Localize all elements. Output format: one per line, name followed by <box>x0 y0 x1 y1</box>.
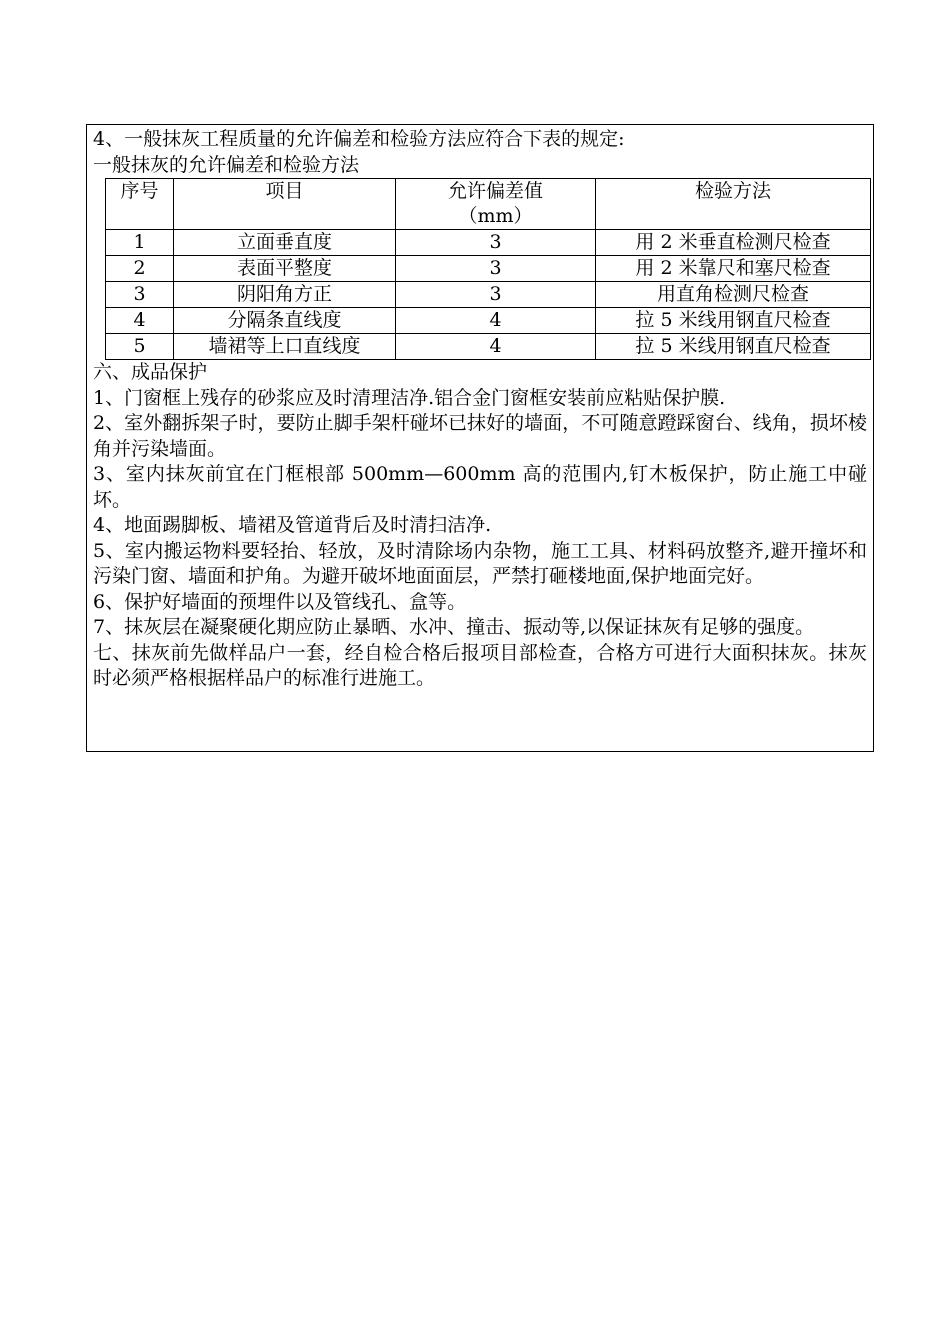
table-row <box>106 334 871 360</box>
cell-no: 5 <box>106 334 174 360</box>
table-row <box>106 230 871 256</box>
section-six-title: 六、成品保护 <box>93 361 208 383</box>
protection-item: 5、室内搬运物料要轻抬、轻放，及时清除场内杂物，施工工具、材料码放整齐,避开撞坏和污染门窗、墙面和护角。为避开破坏地面面层，严禁打砸楼地面,保护地面完好。 <box>93 539 867 587</box>
header-value-line2: （mm） <box>458 205 533 227</box>
cell-value: 4 <box>396 308 596 334</box>
header-method: 检验方法 <box>596 179 871 230</box>
protection-item: 3、室内抹灰前宜在门框根部 500mm—600mm 高的范围内,钉木板保护，防止施工中碰坏。 <box>93 463 867 511</box>
cell-no: 4 <box>106 308 174 334</box>
cell-no: 2 <box>106 256 174 282</box>
cell-item: 墙裙等上口直线度 <box>174 334 396 360</box>
cell-value: 4 <box>396 334 596 360</box>
protection-item: 1、门窗框上残存的砂浆应及时清理洁净.铝合金门窗框安装前应粘贴保护膜. <box>93 386 726 409</box>
protection-item: 4、地面踢脚板、墙裙及管道背后及时清扫洁净. <box>93 514 492 536</box>
protection-item: 6、保护好墙面的预埋件以及管线孔、盒等。 <box>93 590 467 613</box>
header-value <box>396 179 596 230</box>
cell-no: 1 <box>106 230 174 256</box>
cell-no: 3 <box>106 282 174 308</box>
cell-method: 用 2 米靠尺和塞尺检查 <box>596 256 871 282</box>
cell-method: 用直角检测尺检查 <box>596 282 871 308</box>
table-row <box>106 282 871 308</box>
cell-value: 3 <box>396 282 596 308</box>
table-row <box>106 256 871 282</box>
cell-value: 3 <box>396 256 596 282</box>
cell-value: 3 <box>396 230 596 256</box>
header-item: 项目 <box>174 179 396 230</box>
protection-item: 2、室外翻拆架子时，要防止脚手架杆碰坏已抹好的墙面，不可随意蹬踩窗台、线角，损坏棱角并污染墙面。 <box>93 412 867 460</box>
section-seven-text: 七、抹灰前先做样品户一套，经自检合格后报项目部检查，合格方可进行大面积抹灰。抹灰时必须严格根据样品户的标准行进施工。 <box>93 641 867 689</box>
cell-method: 用 2 米垂直检测尺检查 <box>596 230 871 256</box>
header-value-line1: 允许偏差值 <box>447 180 543 202</box>
protection-item: 7、抹灰层在凝聚硬化期应防止暴晒、水冲、撞击、振动等,以保证抹灰有足够的强度。 <box>93 616 815 638</box>
cell-method: 拉 5 米线用钢直尺检查 <box>596 308 871 334</box>
cell-item: 分隔条直线度 <box>174 308 396 334</box>
cell-method: 拉 5 米线用钢直尺检查 <box>596 334 871 360</box>
cell-item: 立面垂直度 <box>174 230 396 256</box>
cell-item: 表面平整度 <box>174 256 396 282</box>
table-caption: 一般抹灰的允许偏差和检验方法 <box>93 153 360 176</box>
intro-line: 4、一般抹灰工程质量的允许偏差和检验方法应符合下表的规定: <box>93 128 625 150</box>
tolerance-table <box>105 178 871 360</box>
document-frame <box>86 124 874 752</box>
table-row <box>106 308 871 334</box>
cell-item: 阴阳角方正 <box>174 282 396 308</box>
table-header-row <box>106 179 871 230</box>
header-no: 序号 <box>106 179 174 230</box>
